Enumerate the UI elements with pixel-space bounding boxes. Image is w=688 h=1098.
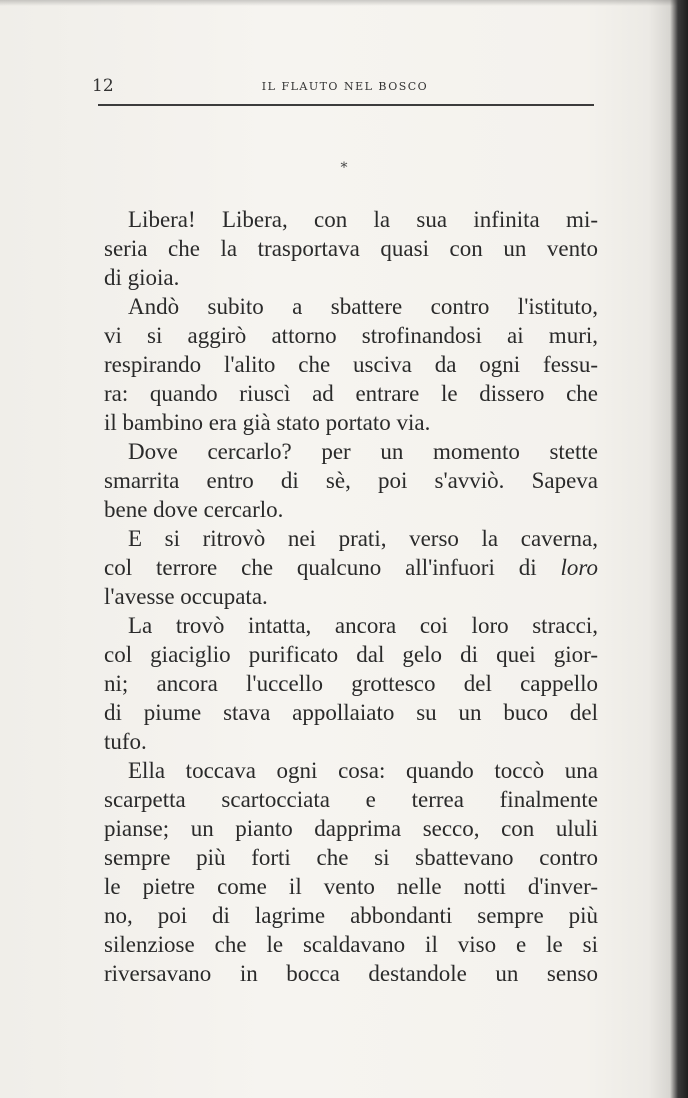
text-line: il bambino era già stato portato via. <box>104 410 431 435</box>
text-line: Ella toccava ogni cosa: quando toccò una <box>128 758 598 783</box>
text-line: smarrita entro di sè, poi s'avviò. Sapeva <box>104 468 598 493</box>
page-header <box>92 72 598 102</box>
text-line: l'avesse occupata. <box>104 584 268 609</box>
text-line: bene dove cercarlo. <box>104 497 284 522</box>
page-top-shadow <box>0 0 688 6</box>
text-line: riversavano in bocca destandole un senso <box>104 961 598 986</box>
header-rule <box>98 104 594 106</box>
body-text <box>104 205 598 988</box>
text-line: respirando l'alito che usciva da ogni fessu- <box>104 352 598 377</box>
text-line: pianse; un pianto dapprima secco, con ululi <box>104 816 598 841</box>
page-number: 12 <box>92 76 114 96</box>
text-line: ra: quando riuscì ad entrare le dissero che <box>104 381 598 406</box>
text-line: tufo. <box>104 729 147 754</box>
text-line: E si ritrovò nei prati, verso la caverna, <box>128 526 598 551</box>
text-line: le pietre come il vento nelle notti d'inver- <box>104 874 598 899</box>
text-line: no, poi di lagrime abbondanti sempre più <box>104 903 598 928</box>
text-line: vi si aggirò attorno strofinandosi ai muri, <box>104 323 598 348</box>
text-line: Dove cercarlo? per un momento stette <box>128 439 598 464</box>
text-line: di gioia. <box>104 265 180 290</box>
running-title: IL FLAUTO NEL BOSCO <box>261 80 429 93</box>
italic-word: loro <box>560 555 599 580</box>
text-line: Libera! Libera, con la sua infinita mi- <box>128 207 598 232</box>
text-line: La trovò intatta, ancora coi loro stracci, <box>128 613 598 638</box>
text-line: di piume stava appollaiato su un buco del <box>104 700 598 725</box>
text-line: col giaciglio purificato dal gelo di quei gior- <box>104 642 598 667</box>
text-line: Andò subito a sbattere contro l'istituto, <box>128 294 598 319</box>
text-line: scarpetta scartocciata e terrea finalmente <box>104 787 598 812</box>
text-line: silenziose che le scaldavano il viso e le si <box>104 932 598 957</box>
text-line: seria che la trasportava quasi con un vento <box>104 236 598 261</box>
text-line-with-italic <box>104 553 598 582</box>
text-line: sempre più forti che si sbattevano contro <box>104 845 598 870</box>
section-ornament: * <box>340 160 348 176</box>
text-fragment: col terrore che qualcuno all'infuori di <box>104 555 537 580</box>
text-line: ni; ancora l'uccello grottesco del cappello <box>104 671 598 696</box>
